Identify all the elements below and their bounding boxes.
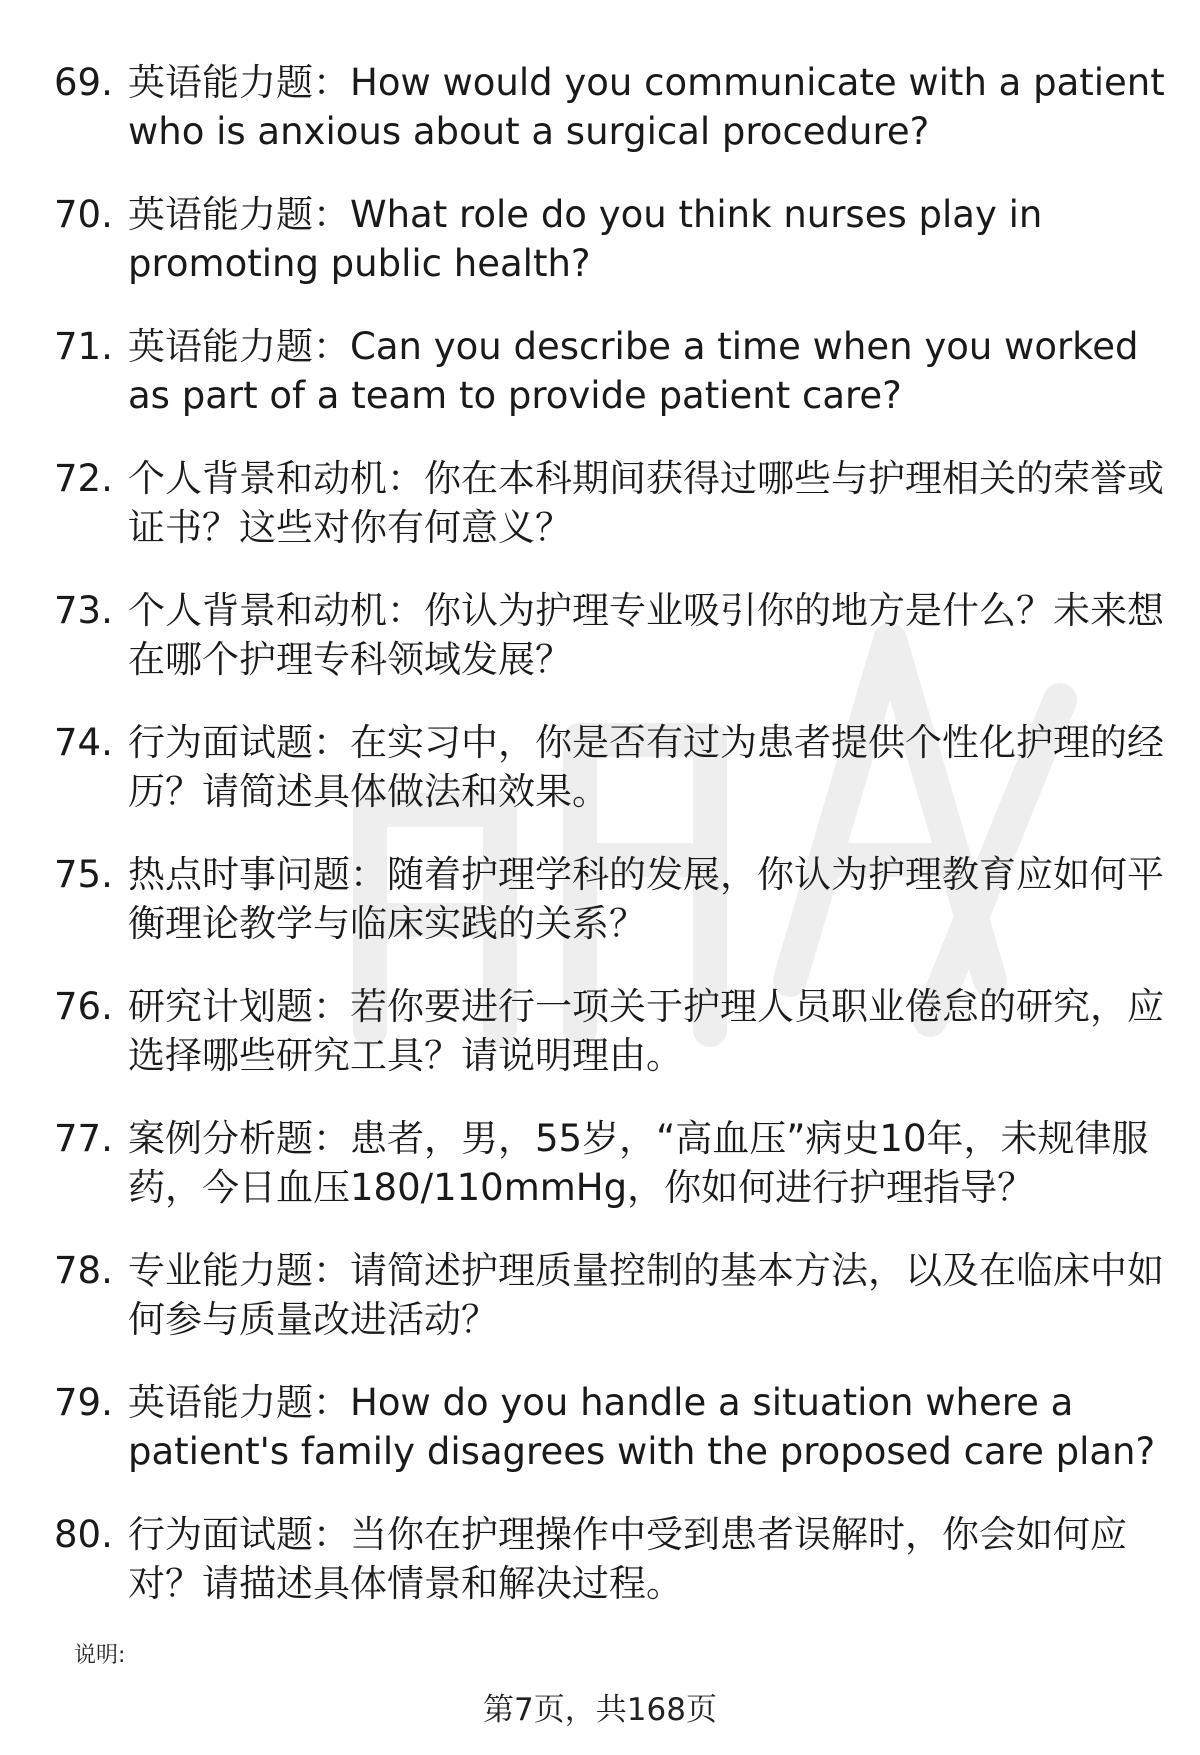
question-number: 73. [54,589,113,632]
question-list [54,58,1164,1642]
question-item [54,190,1164,322]
question-number: 75. [54,853,113,896]
question-item [54,1114,1164,1246]
question-text: 案例分析题：患者，男，55岁，“高血压”病史10年，未规律服药，今日血压180/110mmHg，你如何进行护理指导？ [128,1117,1149,1209]
question-text: 行为面试题：当你在护理操作中受到患者误解时，你会如何应对？请描述具体情景和解决过程。 [128,1513,1127,1605]
question-item [54,1510,1164,1642]
question-text: 英语能力题：What role do you think nurses play in promoting public health? [128,193,1043,285]
question-item [54,454,1164,586]
question-item [54,322,1164,454]
question-number: 71. [54,325,113,368]
question-text: 英语能力题：How would you communicate with a patient who is anxious about a surgical procedure? [128,61,1165,153]
question-number: 76. [54,985,113,1028]
question-number: 77. [54,1117,113,1160]
question-number: 78. [54,1249,113,1292]
question-item [54,586,1164,718]
question-text: 热点时事问题：随着护理学科的发展，你认为护理教育应如何平衡理论教学与临床实践的关系？ [128,853,1164,945]
question-number: 70. [54,193,113,236]
question-text: 个人背景和动机：你在本科期间获得过哪些与护理相关的荣誉或证书？这些对你有何意义？ [128,457,1164,549]
question-item [54,1246,1164,1378]
question-text: 研究计划题：若你要进行一项关于护理人员职业倦怠的研究，应选择哪些研究工具？请说明理由。 [128,985,1164,1077]
question-item [54,58,1164,190]
question-item [54,718,1164,850]
question-number: 80. [54,1513,113,1556]
question-number: 72. [54,457,113,500]
page-footer: 第7页，共168页 [483,1692,717,1728]
note-label: 说明: [74,1643,126,1668]
question-text: 个人背景和动机：你认为护理专业吸引你的地方是什么？未来想在哪个护理专科领域发展？ [128,589,1164,681]
question-text: 英语能力题：How do you handle a situation where a patient's family disagrees with the proposed care plan? [128,1381,1156,1473]
question-text: 专业能力题：请简述护理质量控制的基本方法，以及在临床中如何参与质量改进活动？ [128,1249,1164,1341]
question-number: 79. [54,1381,113,1424]
question-text: 英语能力题：Can you describe a time when you worked as part of a team to provide patient care? [128,325,1139,417]
question-item [54,1378,1164,1510]
question-item [54,850,1164,982]
question-item [54,982,1164,1114]
question-text: 行为面试题：在实习中，你是否有过为患者提供个性化护理的经历？请简述具体做法和效果。 [128,721,1164,813]
question-number: 74. [54,721,113,764]
question-number: 69. [54,61,113,104]
